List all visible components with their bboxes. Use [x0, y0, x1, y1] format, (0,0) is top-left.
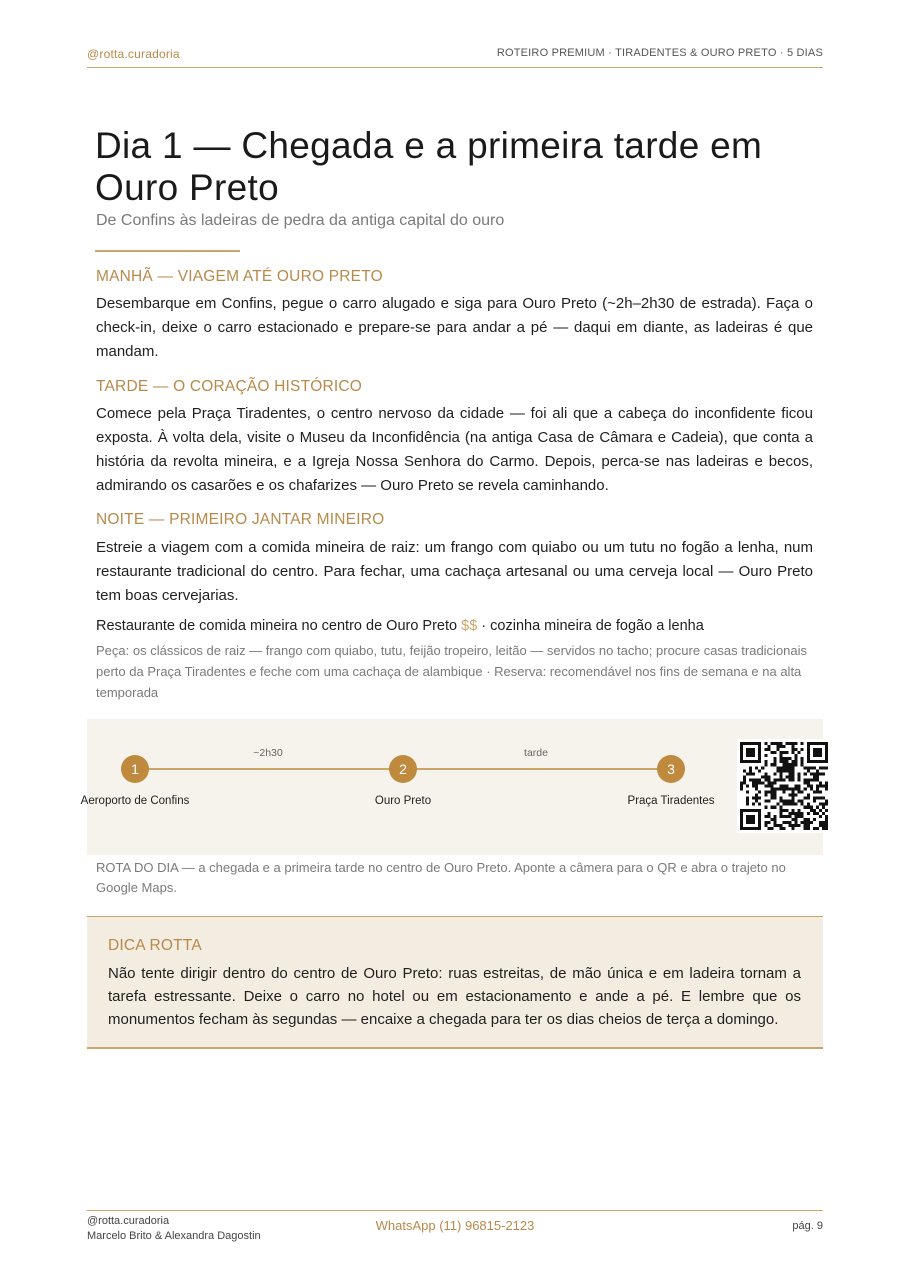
section-label-morning: MANHÃ — VIAGEM ATÉ OURO PRETO [96, 268, 383, 285]
route-map [80, 719, 823, 855]
section-label-night: NOITE — PRIMEIRO JANTAR MINEIRO [96, 511, 385, 528]
route-segment-label: tarde [524, 747, 548, 759]
section-text-morning: Desembarque em Confins, pegue o carro alugado e siga para Ouro Preto (~2h–2h30 de estrada). Faça o check-in, deixe o carro estacionado e prepare-se para andar a pé — daqui em diante, as ladeiras é que mandam. [96, 295, 813, 360]
route-caption: ROTA DO DIA — a chegada e a primeira tarde no centro de Ouro Preto. Aponte a câmera para o QR e abra o trajeto no Google Maps. [96, 860, 786, 895]
route-segment-label: ~2h30 [253, 747, 283, 759]
restaurant-detail: Peça: os clássicos de raiz — frango com quiabo, tutu, feijão tropeiro, leitão — servidos no tacho; procure casas tradicionais perto da Praça Tiradentes e feche com uma cachaça de alambique · Reserva: recomendável nos fins de semana e na alta temporada [96, 643, 808, 700]
page-header [87, 44, 823, 68]
footer-authors: Marcelo Brito & Alexandra Dagostin [87, 1230, 261, 1242]
route-stop-label: Aeroporto de Confins [80, 795, 190, 807]
section-text-night: Estreie a viagem com a comida mineira de raiz: um frango com quiabo ou um tutu no fogão a lenha, num restaurante tradicional do centro. Para fechar, uma cachaça artesanal ou uma cerveja local — Ouro Preto tem boas cervejarias. [96, 539, 813, 604]
section-label-afternoon: TARDE — O CORAÇÃO HISTÓRICO [96, 378, 363, 395]
route-stop-label: Praça Tiradentes [627, 795, 715, 807]
route-stop-marker: 1 [121, 755, 149, 783]
page-number: pág. 9 [792, 1220, 823, 1232]
footer-contact[interactable]: WhatsApp (11) 96815-2123 [375, 1218, 535, 1233]
qr-code-icon[interactable] [737, 739, 831, 833]
route-stop-label: Ouro Preto [374, 795, 432, 807]
tip-text: Não tente dirigir dentro do centro de Ouro Preto: ruas estreitas, de mão única e em ladeira tornam a tarefa estressante. Deixe o carro no hotel ou em estacionamento e ande a pé. E lembre que os monumentos fecham às segundas — encaixe a chegada para ter os dias cheios de terça a domingo. [108, 965, 801, 1028]
section-text-afternoon: Comece pela Praça Tiradentes, o centro nervoso da cidade — foi ali que a cabeça do inconfidente ficou exposta. À volta dela, visite o Museu da Inconfidência (na antiga Casa de Câmara e Cadeia), que conta a história da revolta mineira, e a Igreja Nossa Senhora do Carmo. Depois, perca-se nas ladeiras e becos, admirando os casarões e os chafarizes — Ouro Preto se revela caminhando. [96, 405, 813, 494]
header-running-title: ROTEIRO PREMIUM · TIRADENTES & OURO PRETO · 5 DIAS [496, 47, 823, 59]
route-segment-line [403, 768, 671, 770]
restaurant-name: Restaurante de comida mineira no centro de Ouro Preto [96, 618, 458, 634]
title-divider [95, 250, 240, 252]
restaurant-cuisine: · cozinha mineira de fogão a lenha [481, 618, 704, 634]
restaurant-line [96, 618, 816, 634]
tip-label: DICA ROTTA [108, 937, 202, 954]
day-subtitle: De Confins às ladeiras de pedra da antiga capital do ouro [96, 212, 505, 229]
page-footer [87, 1210, 823, 1250]
restaurant-price: $$ [461, 618, 478, 634]
route-stop-marker: 3 [657, 755, 685, 783]
tip-box [87, 916, 823, 1049]
footer-handle: @rotta.curadoria [87, 1215, 170, 1227]
day-title: Dia 1 — Chegada e a primeira tarde em Ouro Preto [95, 125, 763, 208]
route-segment-line [135, 768, 403, 770]
header-handle: @rotta.curadoria [87, 47, 180, 61]
route-stop-marker: 2 [389, 755, 417, 783]
